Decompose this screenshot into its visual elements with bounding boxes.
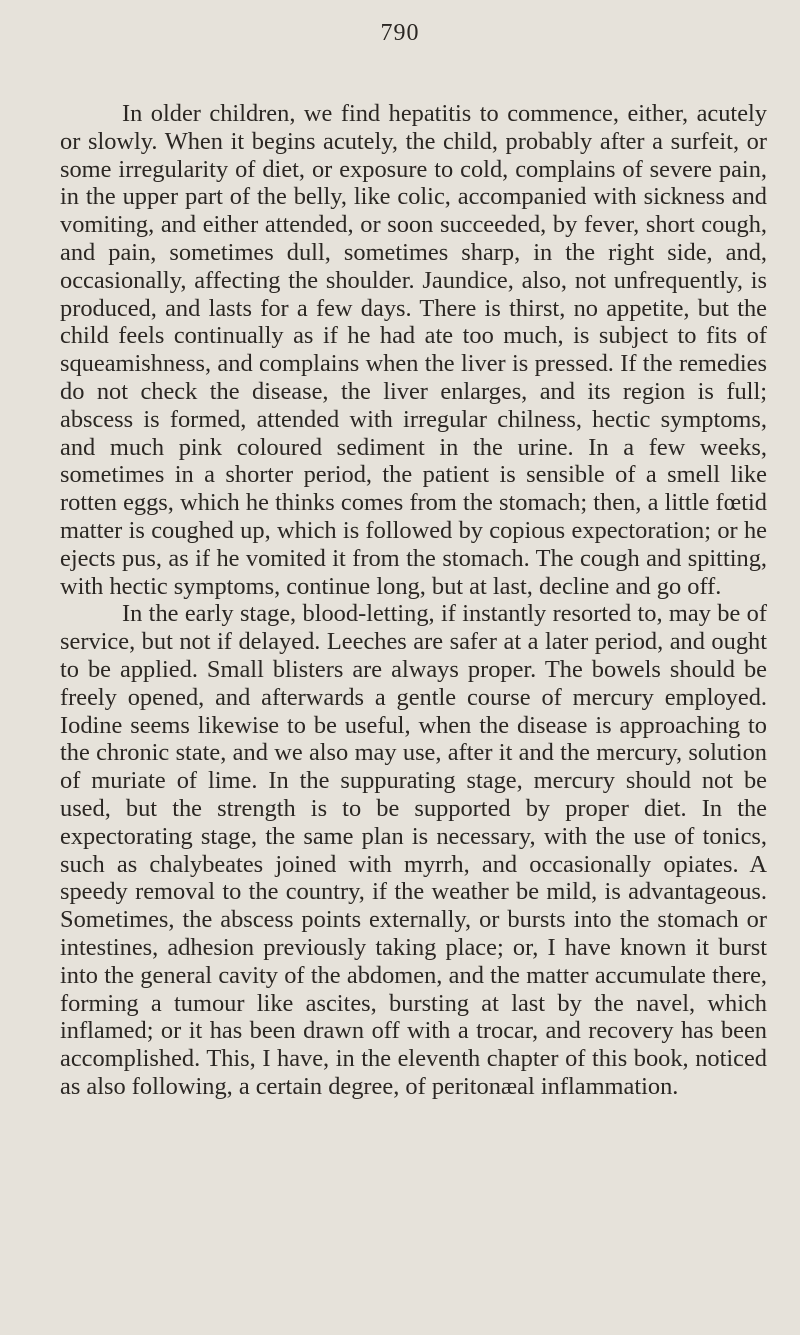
paragraph-treatment: In the early stage, blood-letting, if instantly resorted to, may be of service, but not if delayed. Leeches are safer at a later period, and ought to be applied. Small blisters are always proper. The bowels should be freely opened, and afterwards a gentle course of mercury employed. Iodine seems likewise to be useful, when the disease is approaching to the chronic state, and we also may use, after it and the mercury, solution of muriate of lime. In the suppurating stage, mercury should not be used, but the strength is to be supported by proper diet. In the expectorating stage, the same plan is necessary, with the use of tonics, such as chalybeates joined with myrrh, and occasionally opiates. A speedy removal to the country, if the weather be mild, is advantageous. Sometimes, the abscess points externally, or bursts into the stomach or intestines, adhesion previously taking place; or, I have known it burst into the general cavity of the abdomen, and the matter accumulate there, forming a tumour like ascites, bursting at last by the navel, which inflamed; or it has been drawn off with a trocar, and recovery has been accomplished. This, I have, in the eleventh chapter of this book, noticed as also following, a certain degree, of peritonæal inflammation. [60,600,767,1100]
page-number: 790 [380,20,420,46]
paragraph-hepatitis-description: In older children, we find hepatitis to commence, either, acutely or slowly. When it begins acutely, the child, probably after a surfeit, or some irregularity of diet, or exposure to cold, complains of severe pain, in the upper part of the belly, like colic, accompanied with sickness and vomiting, and either attended, or soon succeeded, by fever, short cough, and pain, sometimes dull, sometimes sharp, in the right side, and, occasionally, affecting the shoulder. Jaundice, also, not unfrequently, is produced, and lasts for a few days. There is thirst, no appetite, but the child feels continually as if he had ate too much, is subject to fits of squeamishness, and complains when the liver is pressed. If the remedies do not check the disease, the liver enlarges, and its region is full; abscess is formed, attended with irregular chilness, hectic symptoms, and much pink coloured sediment in the urine. In a few weeks, sometimes in a shorter period, the patient is sensible of a smell like rotten eggs, which he thinks comes from the stomach; then, a little fœtid matter is coughed up, which is followed by copious expectoration; or he ejects pus, as if he vomited it from the stomach. The cough and spitting, with hectic symptoms, continue long, but at last, decline and go off. [60,100,767,600]
